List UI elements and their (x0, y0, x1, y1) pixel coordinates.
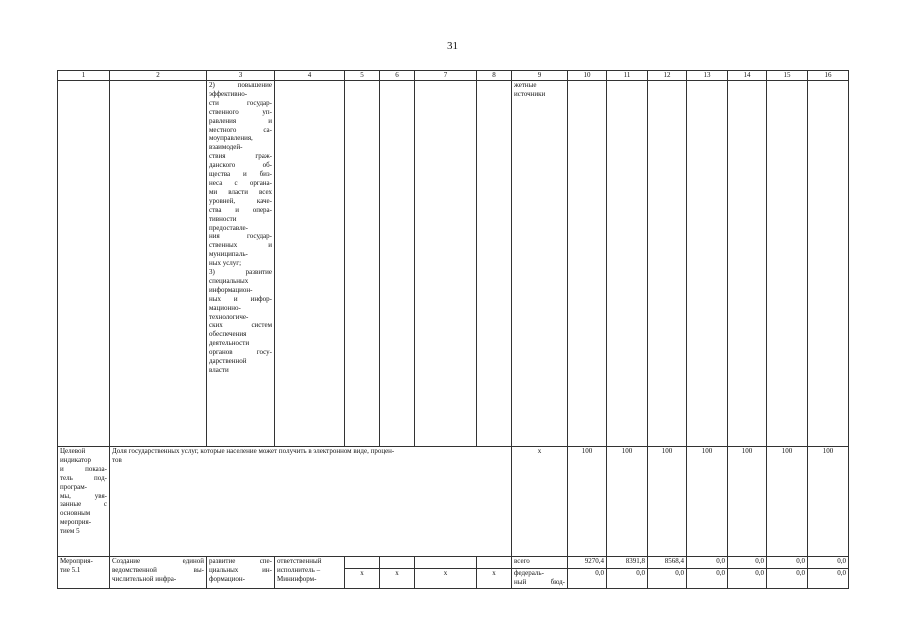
indicator-value-cell: 100 (568, 447, 607, 557)
goals-line: муниципаль- (209, 250, 248, 259)
goals-line: сти государ- (209, 98, 272, 107)
event-name-line: числительной инфра- (112, 574, 177, 583)
header-cell: 2 (110, 71, 207, 81)
table-cell (477, 557, 512, 569)
indicator-label-line: тием 5 (60, 527, 80, 536)
goals-line: местного са- (209, 125, 272, 134)
goals-line: предоставле- (209, 223, 248, 232)
indicator-value-cell: 100 (808, 447, 849, 557)
x-mark-cell: x (477, 569, 512, 589)
table-cell (345, 557, 380, 569)
goals-line: ственных и (209, 241, 272, 250)
header-cell: 16 (808, 71, 849, 81)
event-executor-line: ответственный (277, 557, 322, 565)
event-executor-cell (275, 557, 345, 589)
indicator-label-line: Целевой (60, 447, 86, 455)
table-cell (607, 81, 648, 447)
event-value-cell: 0,0 (808, 557, 849, 569)
event-row-total (58, 557, 849, 569)
goals-line: моуправления, (209, 134, 253, 143)
goals-line: ния государ- (209, 232, 272, 241)
event-value-cell: 0,0 (808, 569, 849, 589)
goals-line: уровней, каче- (209, 196, 272, 205)
goals-line: неса с органа- (209, 178, 272, 187)
event-label-line: тие 5.1 (60, 565, 81, 574)
event-value-cell: 8391,8 (607, 557, 648, 569)
table-cell (648, 81, 687, 447)
indicator-label-line: и показа- (60, 464, 107, 473)
header-cell: 13 (687, 71, 728, 81)
indicator-label-line: основным (60, 509, 91, 518)
goals-line: ства и опера- (209, 205, 272, 214)
event-label-cell (58, 557, 110, 589)
goals-text-cell (207, 81, 275, 447)
indicator-value-cell: 100 (728, 447, 767, 557)
event-value-cell: 0,0 (607, 569, 648, 589)
event-value-cell: 0,0 (568, 569, 607, 589)
indicator-value-cell: 100 (648, 447, 687, 557)
event-name-line: Создание единой (112, 557, 204, 565)
event-goal-line: формацион- (209, 574, 245, 583)
event-value-cell: 0,0 (767, 557, 808, 569)
indicator-description-cell (110, 447, 512, 557)
goals-line: взаимодей- (209, 143, 243, 152)
goals-line: дарственной (209, 357, 247, 366)
x-mark-cell: x (345, 569, 380, 589)
event-value-cell: 0,0 (648, 569, 687, 589)
table-cell (687, 81, 728, 447)
goals-line: 3) развитие (209, 268, 272, 277)
x-mark-cell: x (380, 569, 415, 589)
header-cell: 11 (607, 71, 648, 81)
table-cell (345, 81, 380, 447)
indicator-value-cell: 100 (767, 447, 808, 557)
header-cell: 10 (568, 71, 607, 81)
table-cell (415, 81, 477, 447)
header-cell: 12 (648, 71, 687, 81)
event-goal-cell (207, 557, 275, 589)
goals-line: тивности (209, 214, 237, 223)
indicator-row (58, 447, 849, 557)
goals-line: технологиче- (209, 312, 249, 321)
goals-line: власти (209, 366, 229, 374)
goals-line: ственного уп- (209, 107, 272, 116)
event-value-cell: 0,0 (687, 569, 728, 589)
header-cell: 7 (415, 71, 477, 81)
event-value-cell: 0,0 (767, 569, 808, 589)
funding-source-cell (512, 81, 568, 447)
page-number: 31 (447, 40, 458, 52)
goals-line: ных услуг; (209, 259, 242, 268)
event-name-line: ведомственной вы- (112, 565, 204, 574)
table-cell (380, 81, 415, 447)
event-source-line: ный бюд- (514, 577, 565, 586)
indicator-value-cell: 100 (607, 447, 648, 557)
event-value-cell: 0,0 (728, 569, 767, 589)
goals-continuation-row (58, 81, 849, 447)
program-table (57, 70, 849, 589)
table-cell (808, 81, 849, 447)
goals-line: ных и инфор- (209, 294, 272, 303)
indicator-label-line: мероприя- (60, 518, 92, 527)
table-cell (728, 81, 767, 447)
indicator-source-cell: x (512, 447, 568, 557)
event-source-cell: всего (512, 557, 568, 569)
goals-line: специальных (209, 276, 249, 285)
goals-line: ствия граж- (209, 152, 272, 161)
event-value-cell: 0,0 (728, 557, 767, 569)
goals-line: равления и (209, 116, 272, 125)
event-executor-line: Мининформ- (277, 574, 317, 583)
table-cell (380, 557, 415, 569)
indicator-description-line: Доля государственных услуг, которые население может получить в электронном виде, процен- (112, 447, 395, 455)
indicator-label-line: индикатор (60, 455, 91, 464)
header-cell: 6 (380, 71, 415, 81)
x-mark-cell: x (415, 569, 477, 589)
event-value-cell: 8568,4 (648, 557, 687, 569)
goals-line: мационно- (209, 303, 241, 312)
goals-line: данского об- (209, 161, 272, 170)
indicator-label-line: занные с (60, 500, 107, 509)
indicator-label-line: мы, увя- (60, 491, 107, 500)
event-label-line: Мероприя- (60, 557, 93, 565)
event-value-cell: 9270,4 (568, 557, 607, 569)
funding-source-line: жетные (514, 81, 537, 89)
header-cell: 8 (477, 71, 512, 81)
funding-source-line: источники (514, 89, 546, 98)
goals-line: органов госу- (209, 348, 272, 357)
indicator-description-line: тов (112, 455, 122, 464)
table-cell (58, 81, 110, 447)
header-cell: 4 (275, 71, 345, 81)
goals-line: информацион- (209, 285, 253, 294)
goals-line: деятельности (209, 339, 250, 348)
header-cell: 9 (512, 71, 568, 81)
event-source-line: федераль- (514, 569, 544, 577)
header-cell: 15 (767, 71, 808, 81)
event-goal-line: циальных ин- (209, 565, 272, 574)
header-cell: 14 (728, 71, 767, 81)
header-cell: 1 (58, 71, 110, 81)
event-executor-line: исполнитель – (277, 565, 321, 574)
goals-line: щества и биз- (209, 170, 272, 179)
indicator-value-cell: 100 (687, 447, 728, 557)
header-row (58, 71, 849, 81)
event-goal-line: развитие спе- (209, 557, 272, 565)
table-cell (110, 81, 207, 447)
table-cell (568, 81, 607, 447)
goals-line: 2) повышение (209, 81, 272, 89)
indicator-label-line: тель под- (60, 473, 107, 482)
header-cell: 5 (345, 71, 380, 81)
event-source-cell (512, 569, 568, 589)
goals-line: эффективно- (209, 89, 248, 98)
indicator-label-cell (58, 447, 110, 557)
goals-line: ми власти всех (209, 187, 272, 196)
goals-line: обеспечения (209, 330, 247, 339)
table-cell (477, 81, 512, 447)
event-value-cell: 0,0 (687, 557, 728, 569)
goals-line: ских систем (209, 321, 272, 330)
indicator-label-line: програм- (60, 482, 87, 491)
table-cell (415, 557, 477, 569)
event-name-cell (110, 557, 207, 589)
table-cell (275, 81, 345, 447)
table-cell (767, 81, 808, 447)
header-cell: 3 (207, 71, 275, 81)
